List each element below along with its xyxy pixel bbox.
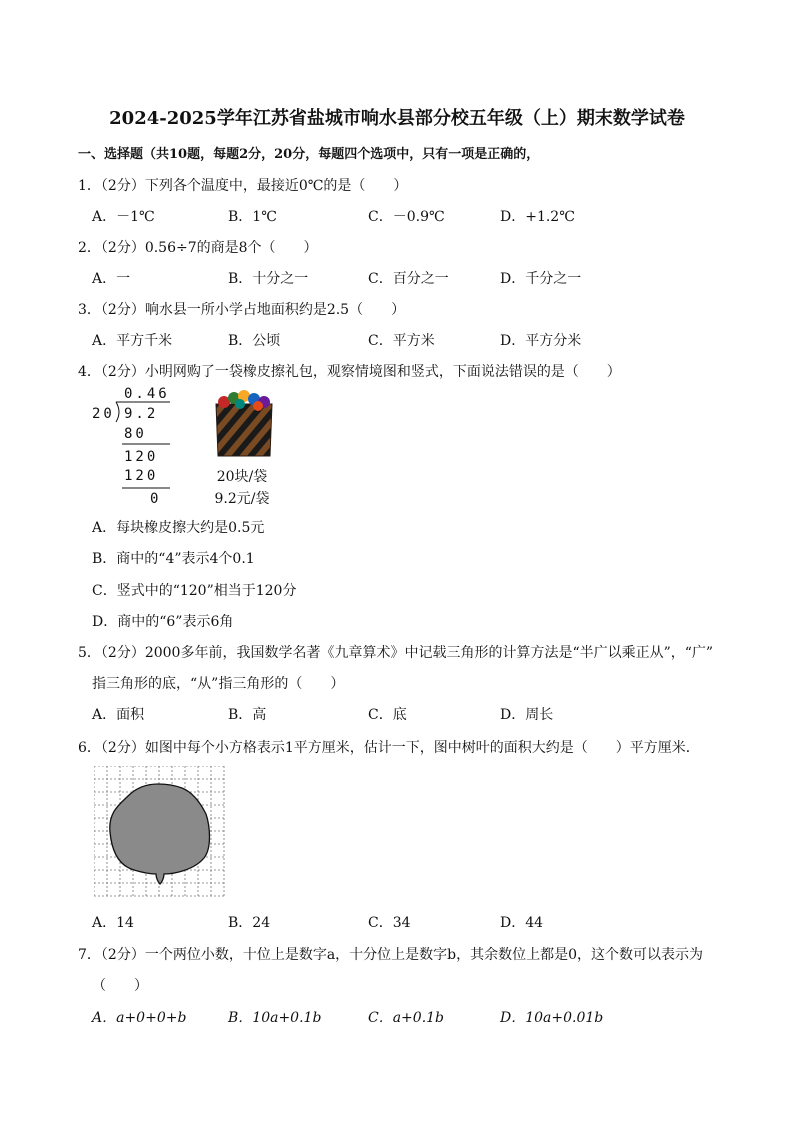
section-heading: 一、选择题（共10题，每题2分，20分，每题四个选项中，只有一项是正确的， [78, 147, 540, 162]
q6-option-a: A．14 [92, 915, 134, 931]
q7-option-c: C．a+0.1b [368, 1010, 445, 1026]
q3-option-a: A．平方千米 [92, 333, 173, 349]
q1-option-d: D．+1.2℃ [500, 209, 575, 225]
question-5-line-1: 5．（2分）2000多年前，我国数学名著《九章算术》中记载三角形的计算方法是“半广以乘正从”，“广” [78, 645, 714, 661]
q7-option-a: A．a+0+0+b [92, 1010, 187, 1026]
package-count-label: 20块/袋 [216, 469, 268, 485]
q7-option-d: D．10a+0.01b [500, 1010, 604, 1026]
q7-option-b: B．10a+0.1b [228, 1010, 322, 1026]
division-dividend: 9.2 [124, 406, 159, 422]
q4-option-c: C．竖式中的“120”相当于120分 [92, 583, 297, 599]
question-7-paren: （ ） [92, 978, 148, 994]
division-row-1: 80 [124, 426, 147, 442]
q4-option-b: B．商中的“4”表示4个0.1 [92, 551, 255, 567]
q1-option-b: B．1℃ [228, 209, 277, 225]
leaf-grid-figure [94, 766, 226, 898]
question-3: 3．（2分）响水县一所小学占地面积约是2.5（ ） [78, 302, 406, 318]
question-2: 2．（2分）0.56÷7的商是8个（ ） [78, 240, 318, 256]
q1-option-a: A．－1℃ [92, 209, 155, 225]
q2-option-a: A．一 [92, 271, 131, 287]
division-remainder: 0 [150, 491, 162, 507]
q5-option-b: B．高 [228, 707, 267, 723]
q4-option-a: A．每块橡皮擦大约是0.5元 [92, 520, 265, 536]
q3-option-b: B．公顷 [228, 333, 281, 349]
q1-option-c: C．－0.9℃ [368, 209, 445, 225]
package-price-label: 9.2元/袋 [214, 491, 270, 507]
q2-option-d: D．千分之一 [500, 271, 582, 287]
eraser-bag-image [210, 388, 278, 460]
exam-title: 2024-2025学年江苏省盐城市响水县部分校五年级（上）期末数学试卷 [109, 108, 685, 129]
question-1: 1．（2分）下列各个温度中，最接近0℃的是（ ） [78, 178, 408, 194]
question-6: 6．（2分）如图中每个小方格表示1平方厘米，估计一下，图中树叶的面积大约是（ ）平方厘米． [78, 740, 700, 756]
q6-option-d: D．44 [500, 915, 544, 931]
division-divisor: 20 [92, 406, 115, 422]
q3-option-c: C．平方米 [368, 333, 435, 349]
q5-option-a: A．面积 [92, 707, 145, 723]
division-quotient: 0.46 [124, 386, 170, 402]
q4-option-d: D．商中的“6”表示6角 [92, 614, 234, 630]
leaf-shape [110, 784, 210, 884]
q2-option-c: C．百分之一 [368, 271, 449, 287]
question-4: 4．（2分）小明网购了一袋橡皮擦礼包，观察情境图和竖式，下面说法错误的是（ ） [78, 364, 621, 380]
division-lines [108, 400, 178, 495]
q6-option-c: C．34 [368, 915, 411, 931]
q5-option-c: C．底 [368, 707, 407, 723]
question-7: 7．（2分）一个两位小数，十位上是数字a，十分位上是数字b，其余数位上都是0，这个数可以表示为 [78, 947, 704, 963]
q5-option-d: D．周长 [500, 707, 554, 723]
q2-option-b: B．十分之一 [228, 271, 309, 287]
q3-option-d: D．平方分米 [500, 333, 582, 349]
division-row-3: 120 [124, 468, 159, 484]
division-row-2: 120 [124, 449, 159, 465]
q6-option-b: B．24 [228, 915, 271, 931]
question-5-line-2: 指三角形的底，“从”指三角形的（ ） [92, 676, 345, 692]
